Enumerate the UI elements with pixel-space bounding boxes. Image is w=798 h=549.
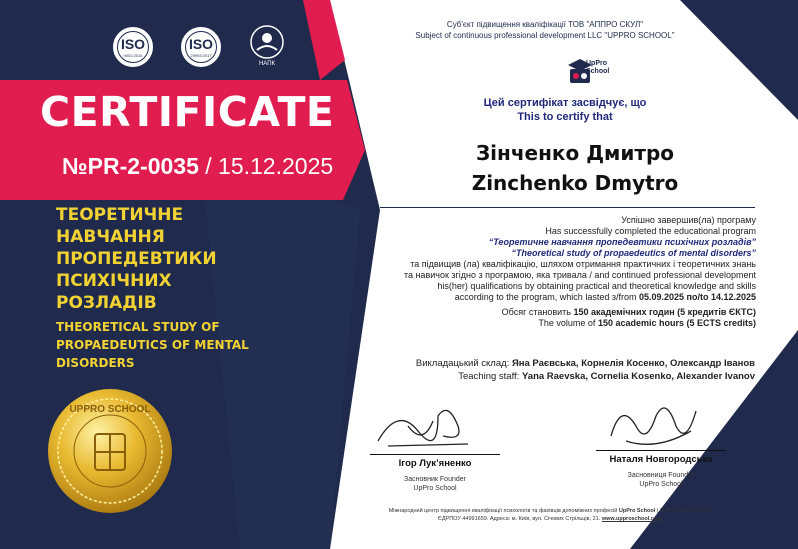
- qualification-line-1: та підвищив (ла) кваліфікацію, шляхом отримання практичних і теоретичних знань: [410, 259, 756, 269]
- teaching-staff: [330, 357, 755, 383]
- staff-label-ua: Викладацький склад:: [415, 358, 512, 369]
- qualification-line-3: his(her) qualifications by obtaining practical and theoretical knowledge and skills: [437, 281, 756, 291]
- volume-ua-prefix: Обсяг становить: [501, 307, 574, 317]
- cert-number-value: №PR-2-0035: [62, 153, 199, 179]
- footer-legal-name: | ТОВ "АППРО СКУЛ": [655, 508, 712, 514]
- signer-role-1: Засновник Founder: [404, 476, 466, 483]
- teaching-staff-ua: [330, 357, 755, 370]
- logo-text: [586, 60, 609, 76]
- signer-org-2: UpPro School: [639, 481, 683, 488]
- provider-subject: [380, 19, 710, 41]
- certify-en: This to certify that: [517, 111, 613, 123]
- recipient-name: [420, 138, 730, 198]
- volume-ua-value: 150 академічних годин (5 кредитів ЄКТС): [573, 307, 756, 317]
- certify-ua: Цей сертифікат засвідчує, що: [483, 97, 647, 109]
- teaching-staff-en: [330, 370, 755, 383]
- logo-line2: School: [586, 68, 610, 75]
- name-underline: [380, 207, 755, 208]
- recipient-name-en: Zinchenko Dmytro: [471, 171, 679, 195]
- cert-date: 15.12.2025: [218, 153, 334, 179]
- subject-en: Subject of continuous professional development LLC "UPPRO SCHOOL": [415, 31, 675, 40]
- qualification-line-2: та навичок згідно з програмою, яка тривала / and continued professional development: [403, 270, 756, 280]
- completion-line-en: Has successfully completed the educational program: [545, 226, 756, 236]
- signer-name-2: Наталя Новгородська: [609, 454, 713, 465]
- footer-line-2: [330, 515, 770, 523]
- cert-separator: /: [198, 153, 219, 179]
- volume-en: [370, 318, 756, 329]
- signature-1-icon: [368, 396, 488, 456]
- iso-29993-badge: ISO 29993:2017: [181, 27, 221, 67]
- signature-line-1: [370, 454, 500, 455]
- footer-website-link[interactable]: www.upproschool.com: [601, 516, 663, 522]
- napk-logo-icon: [249, 24, 285, 60]
- footer: [330, 507, 770, 523]
- seal-text: UPPRO SCHOOL: [69, 404, 151, 415]
- signature-line-2: [596, 450, 726, 451]
- course-title-ua: ТЕОРЕТИЧНЕ НАВЧАННЯ ПРОПЕДЕВТИКИ ПСИХІЧНИХ РОЗЛАДІВ: [56, 205, 217, 313]
- volume-en-value: 150 academic hours (5 ECTS credits): [597, 318, 756, 328]
- footer-org-desc: Міжнародний центр підвищення кваліфікації психологів та фахівців допоміжних професій: [388, 508, 619, 514]
- dates-prefix: according to the program, which lasted з/from: [454, 292, 639, 302]
- signer-name-1: Ігор Лук’яненко: [398, 458, 472, 469]
- certify-statement: [430, 96, 700, 124]
- footer-address: ЄДРПОУ 44991659. Адреса: м. Київ, вул. Січових Стрільців, 21.: [437, 516, 602, 522]
- signer-role-2: Засновниця Founder: [627, 472, 695, 479]
- volume-ua: [370, 307, 756, 318]
- subject-ua: Суб'єкт підвищення кваліфікації ТОВ "АППРО СКУЛ": [446, 20, 644, 29]
- iso-9001-badge: ISO 9001:2015: [113, 27, 153, 67]
- program-dates: 05.09.2025 по/to 14.12.2025: [638, 292, 756, 302]
- logo-line1: UpPro: [586, 60, 607, 67]
- staff-names-en: Yana Raevska, Cornelia Kosenko, Alexander Ivanov: [521, 371, 755, 382]
- completion-text: [370, 215, 756, 329]
- certificate-title: CERTIFICATE: [40, 88, 335, 136]
- signature-block-2: [596, 450, 726, 489]
- footer-line-1: [330, 507, 770, 515]
- staff-label-en: Teaching staff:: [458, 371, 522, 382]
- staff-names-ua: Яна Раєвська, Корнелія Косенко, Олександр Іванов: [511, 358, 755, 369]
- footer-brand: UpPro School: [618, 508, 656, 514]
- recipient-name-ua: Зінченко Дмитро: [475, 141, 675, 165]
- program-name-ua: “Теоретичне навчання пропедевтики психічних розладів”: [488, 237, 756, 247]
- completion-line-ua: Успішно завершив(ла) програму: [621, 215, 756, 225]
- signer-org-1: UpPro School: [413, 485, 457, 492]
- course-title-en: THEORETICAL STUDY OF PROPAEDEUTICS OF MENTAL DISORDERS: [56, 320, 249, 370]
- volume-en-prefix: The volume of: [538, 318, 598, 328]
- qualification-line-4: [370, 292, 756, 303]
- napk-label: НАПК: [258, 61, 276, 67]
- certificate-number: [62, 153, 333, 180]
- signature-2-icon: [596, 396, 716, 456]
- signature-block-1: [370, 454, 500, 493]
- program-name-en: “Theoretical study of propaedeutics of mental disorders”: [511, 248, 756, 258]
